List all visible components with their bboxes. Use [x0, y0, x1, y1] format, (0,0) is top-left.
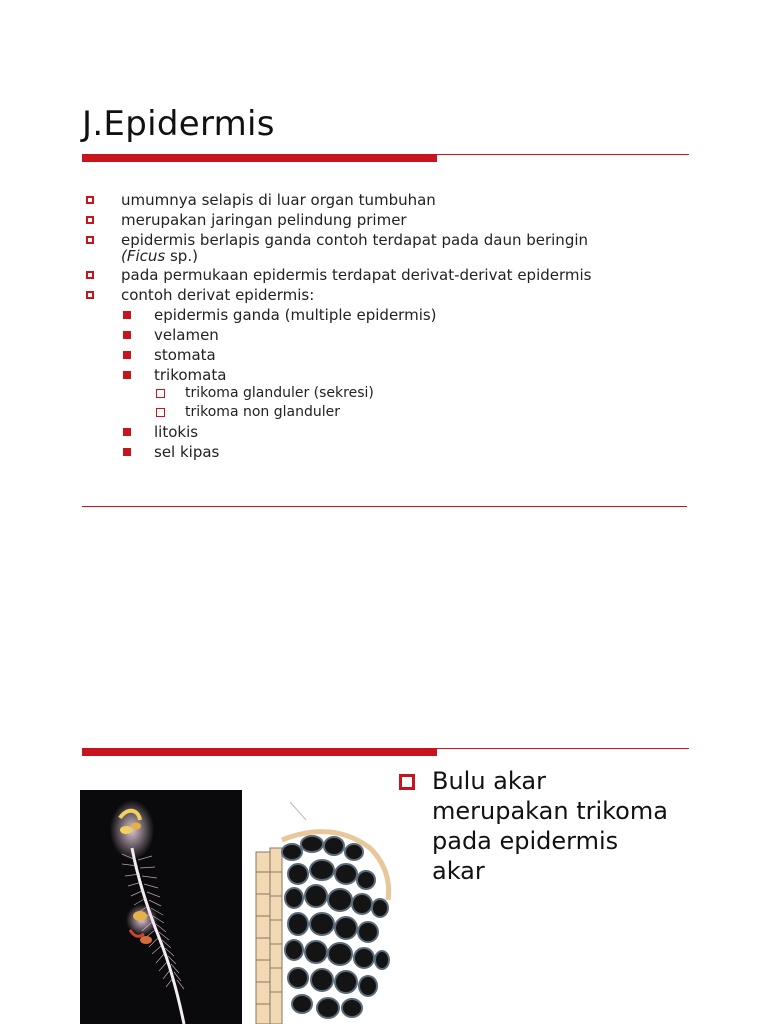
bullet-filled-icon — [123, 371, 131, 379]
list-item: contoh derivat epidermis: — [121, 286, 315, 304]
epidermis-section-drawing — [242, 790, 402, 1024]
slide-divider — [82, 506, 687, 507]
list-item: pada permukaan epidermis terdapat derivat-derivat epidermis — [121, 266, 592, 284]
bullet-hollow-icon — [86, 216, 94, 224]
bullet-filled-icon — [123, 428, 131, 436]
list-item-continuation — [121, 247, 198, 265]
slide2-bullet-text — [432, 766, 732, 886]
bullet-hollow-icon — [399, 774, 415, 790]
slide2-rule-thin — [437, 748, 689, 749]
sub-list-item: trikomata — [154, 366, 227, 384]
sub-list-item: epidermis ganda (multiple epidermis) — [154, 306, 437, 324]
list-item: merupakan jaringan pelindung primer — [121, 211, 407, 229]
bullet-hollow-small-icon — [156, 389, 165, 398]
root-hair-photo — [80, 790, 242, 1024]
bullet-filled-icon — [123, 448, 131, 456]
list-item: umumnya selapis di luar organ tumbuhan — [121, 191, 436, 209]
slide-title: J.Epidermis — [82, 104, 275, 144]
slide2-rule-thick — [82, 748, 437, 756]
sub-sub-list-item: trikoma non glanduler — [185, 404, 340, 420]
sub-list-item: velamen — [154, 326, 219, 344]
bullet-hollow-icon — [86, 291, 94, 299]
species-name: (Ficus — [121, 247, 166, 265]
bullet-hollow-icon — [86, 236, 94, 244]
sub-list-item: stomata — [154, 346, 216, 364]
bullet-hollow-small-icon — [156, 408, 165, 417]
sub-sub-list-item: trikoma glanduler (sekresi) — [185, 385, 374, 401]
title-rule-thick — [82, 154, 437, 162]
bullet-filled-icon — [123, 311, 131, 319]
bullet-hollow-icon — [86, 271, 94, 279]
bullet-filled-icon — [123, 331, 131, 339]
slide2-line: akar — [432, 857, 485, 885]
slide2-line: pada epidermis — [432, 827, 619, 855]
sub-list-item: litokis — [154, 423, 199, 441]
species-suffix: sp.) — [165, 247, 198, 265]
bullet-filled-icon — [123, 351, 131, 359]
slide2-line: merupakan trikoma — [432, 797, 668, 825]
sub-list-item: sel kipas — [154, 443, 220, 461]
list-item: epidermis berlapis ganda contoh terdapat pada daun beringin — [121, 231, 589, 249]
slide2-line: Bulu akar — [432, 767, 546, 795]
bullet-hollow-icon — [86, 196, 94, 204]
title-rule-thin — [437, 154, 689, 155]
